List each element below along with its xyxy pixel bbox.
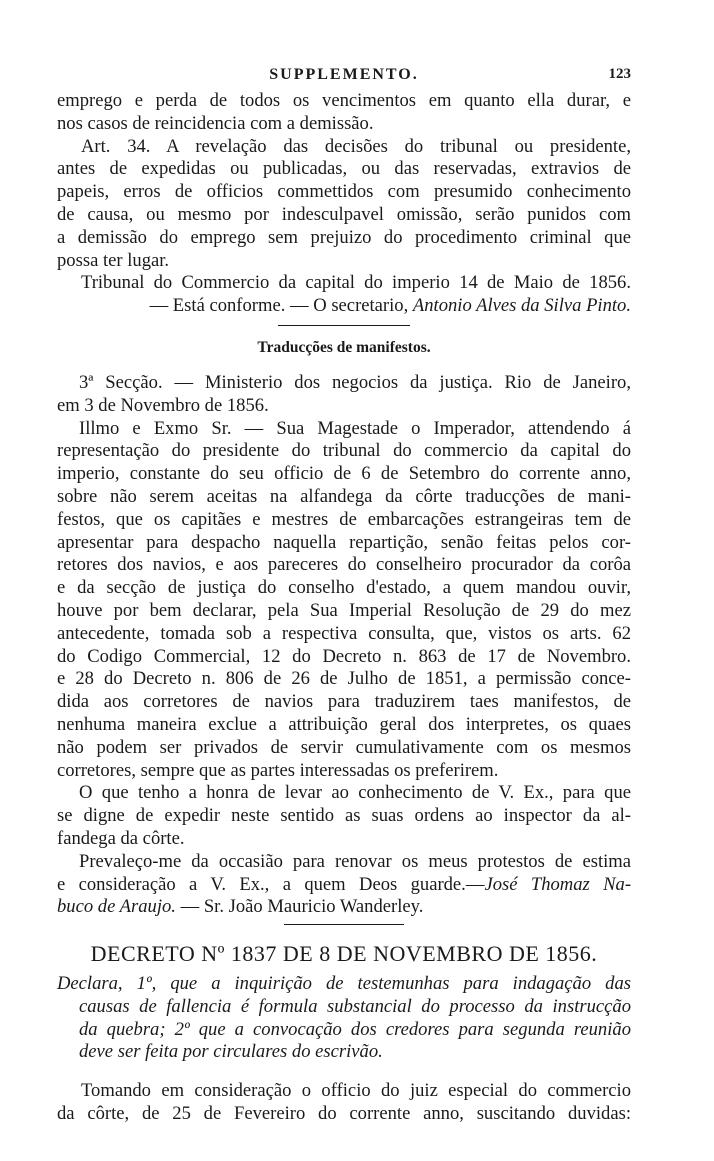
text-line: apresentar para despacho naquella repartição, senão feitas pelos cor- — [57, 531, 631, 553]
letter-body — [57, 418, 631, 783]
text-line: em 3 de Novembro de 1856. — [57, 394, 269, 416]
decree-title: DECRETO Nº 1837 DE 8 DE NOVEMBRO DE 1856. — [90, 941, 598, 967]
text-line: e 28 do Decreto n. 806 de 26 de Julho de 1851, a permissão conce- — [57, 668, 631, 690]
text-line: Prevaleço-me da occasião para renovar os meus protestos de estima — [79, 850, 631, 872]
text-line: nenhuma maneira exclue a attribuição geral dos interpretes, os quaes — [57, 713, 631, 735]
text-line: Art. 34. A revelação das decisões do tribunal ou presidente, — [81, 135, 631, 157]
page-header — [57, 66, 631, 90]
text-line: antecedente, tomada sob a respectiva consulta, que, vistos os arts. 62 — [57, 622, 631, 644]
recipient: — Sr. João Mauricio Wanderley. — [175, 896, 424, 918]
tribunal-date-line: Tribunal do Commercio da capital do imperio 14 de Maio de 1856. — [81, 272, 631, 294]
divider — [278, 325, 410, 326]
text-line: emprego e perda de todos os vencimentos em quanto ella durar, e — [57, 90, 631, 111]
article-34 — [57, 136, 631, 273]
text-line: Illmo e Exmo Sr. — Sua Magestade o Imperador, attendendo á — [79, 417, 631, 439]
text-line: fandega da côrte. — [57, 827, 185, 849]
letter-intro — [57, 372, 631, 418]
section-heading: Traducções de manifestos. — [257, 338, 431, 356]
closing-text: e consideração a V. Ex., a quem Deos guarde.— — [57, 873, 485, 895]
text-line: festos, que os capitães e mestres de embarcações estrangeiras tem de — [57, 508, 631, 530]
text-line — [57, 874, 631, 897]
divider — [284, 924, 404, 925]
conforme-line — [57, 295, 631, 318]
text-line: O que tenho a honra de levar ao conhecimento de V. Ex., para que — [79, 782, 631, 804]
text-line: não podem ser privados de servir cumulativamente com os mesmos — [57, 736, 631, 758]
text-line: se digne de expedir neste sentido as suas ordens ao inspector da al- — [57, 805, 631, 827]
text-line: de causa, ou mesmo por indesculpavel omissão, serão punidos com — [57, 203, 631, 225]
text-line: a demissão do emprego sem prejuizo do procedimento criminal que — [57, 226, 631, 248]
text-line: dida aos corretores de navios para traduzirem taes manifestos, de — [57, 691, 631, 713]
text-line: retores dos navios, e aos pareceres do conselheiro procurador da corôa — [57, 554, 631, 576]
text-line: papeis, erros de officios commettidos com presumido conhecimento — [57, 181, 631, 203]
signer-name: José Thomaz Na- — [484, 873, 632, 895]
text-line: sobre não serem aceitas na alfandega da côrte traducções de mani- — [57, 485, 631, 507]
letter-request — [57, 782, 631, 850]
conforme-prefix: — Está conforme. — O secretario, — [149, 295, 409, 317]
text-line: possa ter lugar. — [57, 249, 170, 271]
decree-body — [57, 1080, 631, 1126]
signer-name-cont: buco de Araujo. — [57, 896, 176, 918]
letter-closing — [57, 851, 631, 919]
article-33-tail — [57, 90, 631, 136]
text-line: imperio, constante do seu officio de 6 de Setembro do corrente anno, — [57, 463, 631, 485]
text-line: deve ser feita por circulares do escrivão. — [79, 1041, 383, 1063]
text-line: corretores, sempre que as partes interessadas os preferirem. — [57, 759, 499, 781]
text-line: causas de fallencia é formula substancial do processo da instrucção — [79, 995, 631, 1017]
text-line: houve por bem declarar, pela Sua Imperial Resolução de 29 do mez — [57, 599, 631, 621]
text-line — [57, 896, 631, 919]
secretary-name: Antonio Alves da Silva Pinto. — [412, 295, 631, 317]
text-line: e da secção de justiça do conselho d'estado, a quem mandou ouvir, — [57, 577, 631, 599]
text-line: antes de expedidas ou publicadas, ou das reservadas, extravios de — [57, 158, 631, 180]
page-number: 123 — [608, 66, 631, 82]
text-line: da côrte, de 25 de Fevereiro do corrente anno, suscitando duvidas: — [57, 1103, 631, 1125]
text-line: Declara, 1º, que a inquirição de testemunhas para indagação das — [57, 973, 631, 995]
text-line: da quebra; 2º que a convocação dos credores para segunda reunião — [79, 1018, 631, 1040]
text-line: 3ª Secção. — Ministerio dos negocios da justiça. Rio de Janeiro, — [79, 371, 631, 393]
decree-summary — [57, 973, 631, 1064]
text-line: nos casos de reincidencia com a demissão. — [57, 112, 374, 134]
text-line: Tomando em consideração o officio do juiz especial do commercio — [81, 1080, 631, 1102]
text-line: do Codigo Commercial, 12 do Decreto n. 863 de 17 de Novembro. — [57, 645, 631, 667]
running-title: SUPPLEMENTO. — [269, 66, 419, 83]
page-content — [57, 66, 631, 1126]
text-line: representação do presidente do tribunal do commercio da capital do — [57, 440, 631, 462]
